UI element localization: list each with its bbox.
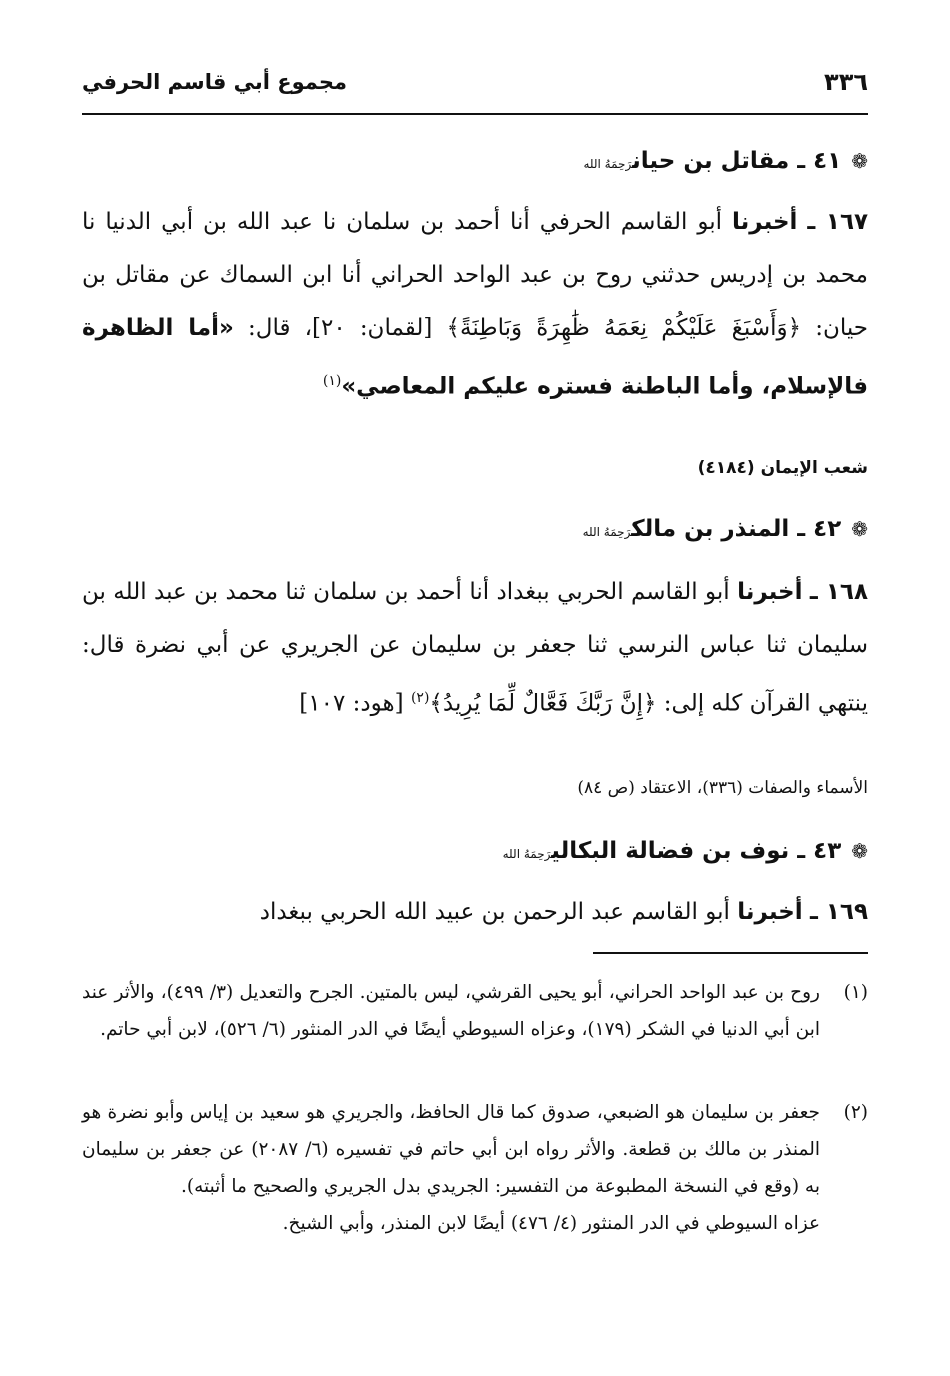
section-heading-41: ❁٤١ ـ مقاتل بن حيانرَحِمَهُ الله (583, 148, 868, 174)
flower-icon: ❁ (851, 839, 868, 863)
running-title: مجموع أبي قاسم الحرفي (82, 70, 348, 94)
narration-169 (82, 886, 868, 939)
quran-verse: ﴿إِنَّ رَبَّكَ فَعَّالٌ لِّمَا يُرِيدُ﴾ (429, 690, 657, 717)
narration-saying: «أما الظاهرة فالإسلام، وأما الباطنة فستره عليكم المعاصي» (82, 315, 868, 400)
narration-chain: أبو القاسم عبد الرحمن بن عبيد الله الحربي ببغداد (259, 899, 730, 925)
footnote-2 (82, 1094, 868, 1242)
flower-icon: ❁ (851, 149, 868, 173)
flower-icon: ❁ (851, 517, 868, 541)
narration-chain: أبو القاسم الحرفي أنا أحمد بن سلمان نا عبد الله بن أبي الدنيا نا محمد بن إدريس حدثني روح بن عبد الواحد الحراني أنا ابن السماك عن مقاتل بن حيان: (82, 209, 869, 341)
narration-lead: أخبرنا (737, 579, 803, 605)
honorific-glyph: رَحِمَهُ الله (502, 847, 552, 861)
footnote-marker: (٢) (410, 690, 430, 706)
footnote-number: (١) (843, 982, 868, 1003)
quran-reference: [لقمان: ٢٠]، قال: (247, 315, 433, 341)
footnote-text: جعفر بن سليمان هو الضبعي، صدوق كما قال الحافظ، والجريري هو سعيد بن إياس وأبو نضرة هو المنذر بن مالك بن قطعة. والأثر رواه ابن أبي حاتم في تفسيره (٦/ ٢٠٨٧) عن جعفر بن سليمان به (وقع في النسخة المطبوعة من التفسير: الجريدي بدل الجريري والصحيح ما أثبته). (82, 1102, 820, 1197)
narration-168 (82, 566, 868, 731)
narration-chain: أبو القاسم الحربي ببغداد أنا أحمد بن سلمان ثنا محمد بن عبد الله بن سليمان ثنا عباس النرسي ثنا جعفر بن سليمان عن الجريري عن أبي نضرة قال: ينتهي القرآن كله إلى: (82, 579, 868, 717)
footnote-text: روح بن عبد الواحد الحراني، أبو يحيى القرشي، ليس بالمتين. الجرح والتعديل (٣/ ٤٩٩)، والأثر عند ابن أبي الدنيا في الشكر (١٧٩)، وعزاه السيوطي أيضًا في الدر المنثور (٦/ ٥٢٦)، لابن أبي حاتم. (82, 982, 820, 1040)
quran-reference: [هود: ١٠٧] (299, 690, 404, 717)
footnote-1 (82, 974, 868, 1048)
quran-verse: ﴿وَأَسْبَغَ عَلَيْكُمْ نِعَمَهُ ظَٰهِرَةً وَبَاطِنَةً﴾ (446, 315, 802, 341)
narration-167 (82, 196, 868, 414)
footnote-rule (593, 952, 868, 954)
source-reference: شعب الإيمان (٤١٨٤) (697, 458, 868, 478)
page-number: ٣٣٦ (824, 68, 868, 96)
source-reference: الأسماء والصفات (٣٣٦)، الاعتقاد (ص ٨٤) (577, 778, 868, 798)
section-heading-43: ❁٤٣ ـ نوف بن فضالة البكاليرَحِمَهُ الله (502, 838, 868, 864)
header-rule (82, 113, 868, 115)
honorific-glyph: رَحِمَهُ الله (582, 525, 632, 539)
narration-number: ١٦٧ ـ (807, 209, 869, 235)
section-heading-42: ❁٤٢ ـ المنذر بن مالكرَحِمَهُ الله (582, 516, 868, 542)
narration-lead: أخبرنا (737, 899, 803, 925)
narration-number: ١٦٨ ـ (809, 579, 869, 605)
narration-number: ١٦٩ ـ (810, 899, 868, 925)
honorific-glyph: رَحِمَهُ الله (583, 157, 633, 171)
running-header (82, 62, 868, 106)
narration-lead: أخبرنا (732, 209, 798, 235)
footnote-text-continued: عزاه السيوطي في الدر المنثور (٤/ ٤٧٦) أيضًا لابن المنذر، وأبي الشيخ. (282, 1213, 820, 1234)
footnote-number: (٢) (843, 1102, 868, 1123)
footnote-marker: (١) (322, 373, 342, 389)
